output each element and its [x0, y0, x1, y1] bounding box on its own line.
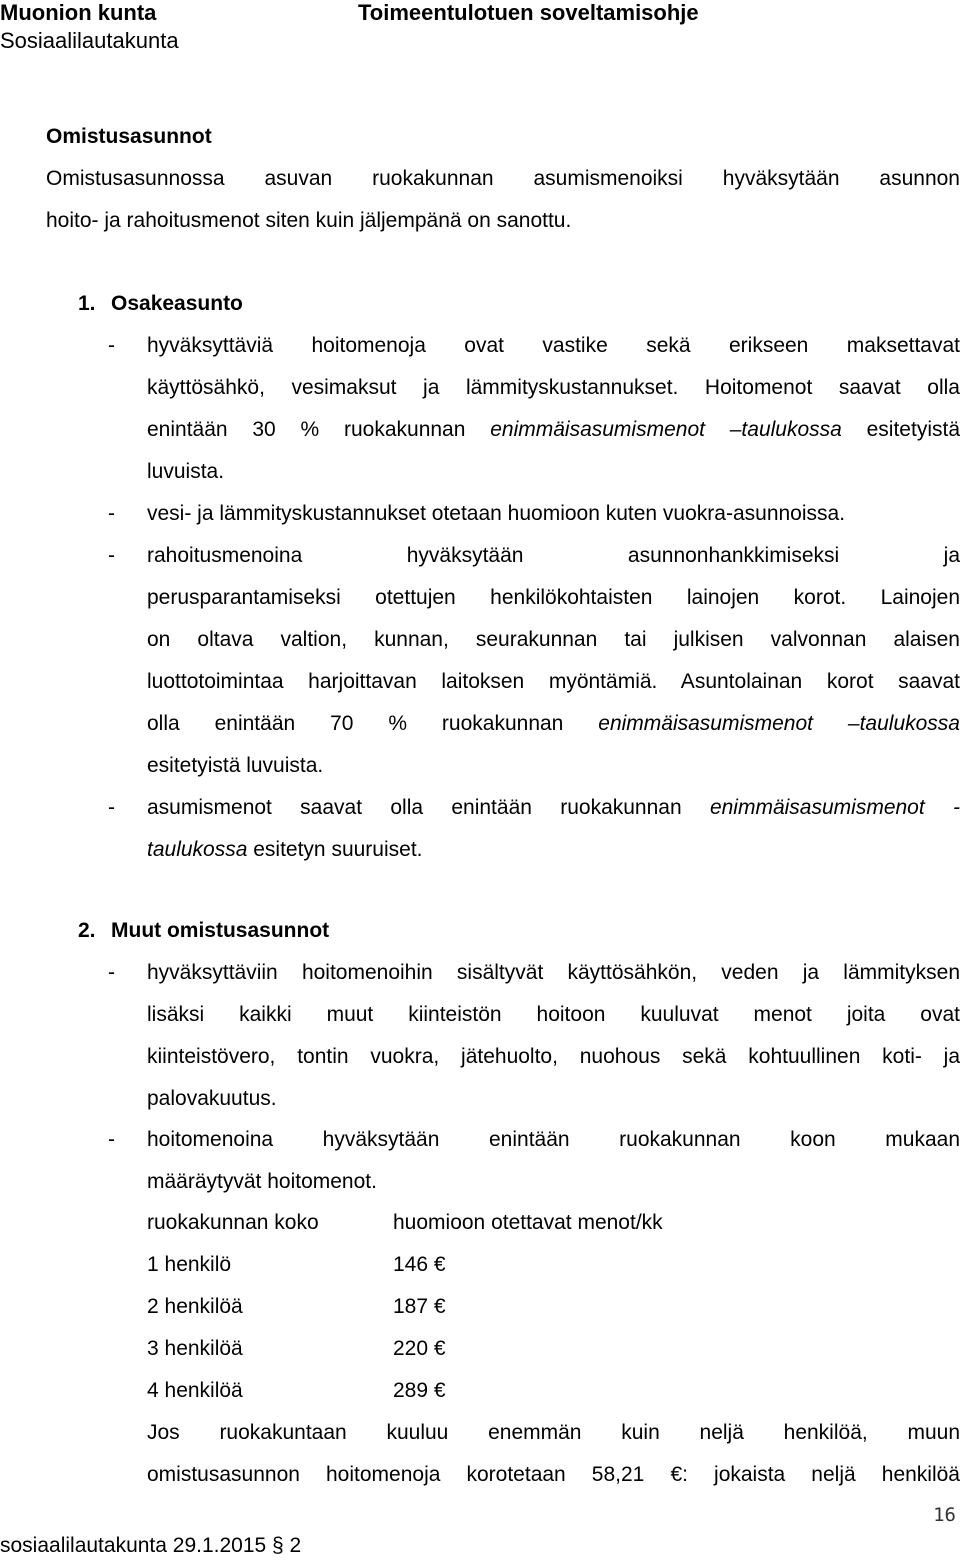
text-line: [147, 703, 960, 745]
text-run: esitetyn suuruiset.: [247, 838, 423, 861]
table-row-size: 2 henkilöä: [147, 1295, 243, 1318]
text-line: [147, 829, 960, 871]
text-line: rahoitusmenoina hyväksytään asunnonhankkimiseksi ja: [147, 544, 960, 567]
table-row-size: 1 henkilö: [147, 1253, 232, 1276]
table-header-size: ruokakunnan koko: [147, 1211, 319, 1234]
text-line: määräytyvät hoitomenot.: [147, 1170, 377, 1193]
table-row-amount: 187 €: [393, 1295, 446, 1318]
table-row-amount: 220 €: [393, 1337, 446, 1360]
intro-line: hoito- ja rahoitusmenot siten kuin jäljempänä on sanottu.: [46, 209, 572, 232]
text-line: hyväksyttäviin hoitomenoihin sisältyvät käyttösähkön, veden ja lämmityksen: [147, 961, 960, 984]
text-line: palovakuutus.: [147, 1087, 277, 1110]
page-number: 16: [933, 1504, 956, 1526]
bullet-text: [147, 952, 960, 1120]
bullet-text: [147, 493, 960, 535]
item-title: Muut omistusasunnot: [111, 919, 330, 942]
text-run: asumismenot saavat olla enintään ruokakunnan: [147, 796, 710, 819]
table-row-size: 4 henkilöä: [147, 1379, 243, 1402]
text-run-italic: taulukossa: [147, 838, 248, 861]
header-doc-title: Toimeentulotuen soveltamisohje: [358, 0, 699, 25]
text-line: hyväksyttäviä hoitomenoja ovat vastike sekä erikseen maksettavat: [147, 334, 960, 357]
text-line: [147, 787, 960, 829]
item-number: 1.: [78, 292, 96, 315]
table-row-size: 3 henkilöä: [147, 1337, 243, 1360]
item-number: 2.: [78, 919, 96, 942]
text-line: on oltava valtion, kunnan, seurakunnan tai julkisen valvonnan alaisen: [147, 628, 960, 651]
table-header-amount: huomioon otettavat menot/kk: [393, 1211, 663, 1234]
text-run: olla enintään 70 % ruokakunnan: [147, 712, 599, 735]
header-dept: Sosiaalilautakunta: [0, 28, 179, 53]
text-run: esitetyistä: [841, 418, 960, 441]
bullet-text: [147, 1119, 960, 1203]
bullet-dash: -: [108, 544, 115, 567]
text-line: kiinteistövero, tontin vuokra, jätehuolto, nuohous sekä kohtuullinen koti- ja: [147, 1045, 960, 1068]
bullet-dash: -: [108, 796, 115, 819]
table-row-amount: 146 €: [393, 1253, 446, 1276]
bullet-text: [147, 325, 960, 493]
text-line: käyttösähkö, vesimaksut ja lämmityskustannukset. Hoitomenot saavat olla: [147, 376, 960, 399]
section-title: Omistusasunnot: [46, 125, 212, 148]
table-row-amount: 289 €: [393, 1379, 446, 1402]
text-line: luottotoimintaa harjoittavan laitoksen myöntämiä. Asuntolainan korot saavat: [147, 670, 960, 693]
text-line: vesi- ja lämmityskustannukset otetaan huomioon kuten vuokra-asunnoissa.: [147, 502, 846, 525]
bullet-dash: -: [108, 1128, 115, 1151]
text-run-italic: enimmäisasumismenot -: [709, 796, 960, 819]
intro-line: Omistusasunnossa asuvan ruokakunnan asumismenoiksi hyväksytään asunnon: [46, 167, 960, 190]
text-line: Jos ruokakuntaan kuuluu enemmän kuin neljä henkilöä, muun: [147, 1421, 960, 1444]
text-line: hoitomenoina hyväksytään enintään ruokakunnan koon mukaan: [147, 1128, 960, 1151]
text-line: lisäksi kaikki muut kiinteistön hoitoon kuuluvat menot joita ovat: [147, 1003, 960, 1026]
section-intro: [46, 158, 960, 242]
text-run-italic: enimmäisasumismenot –taulukossa: [490, 418, 842, 441]
text-line: omistusasunnon hoitomenoja korotetaan 58,21 €: jokaista neljä henkilöä: [147, 1463, 960, 1486]
text-line: luvuista.: [147, 460, 225, 483]
bullet-text: [147, 787, 960, 871]
header-org: Muonion kunta: [0, 0, 157, 25]
text-run: enintään 30 % ruokakunnan: [147, 418, 491, 441]
bullet-dash: -: [108, 961, 115, 984]
text-line: perusparantamiseksi otettujen henkilökohtaisten lainojen korot. Lainojen: [147, 586, 960, 609]
footer: sosiaalilautakunta 29.1.2015 § 2: [0, 1534, 302, 1557]
bullet-text: [147, 535, 960, 787]
text-run-italic: enimmäisasumismenot –taulukossa: [598, 712, 960, 735]
item-title: Osakeasunto: [111, 292, 243, 315]
bullet-dash: -: [108, 334, 115, 357]
text-line: [147, 409, 960, 451]
text-line: esitetyistä luvuista.: [147, 754, 324, 777]
bullet-dash: -: [108, 502, 115, 525]
paragraph: [147, 1412, 960, 1496]
